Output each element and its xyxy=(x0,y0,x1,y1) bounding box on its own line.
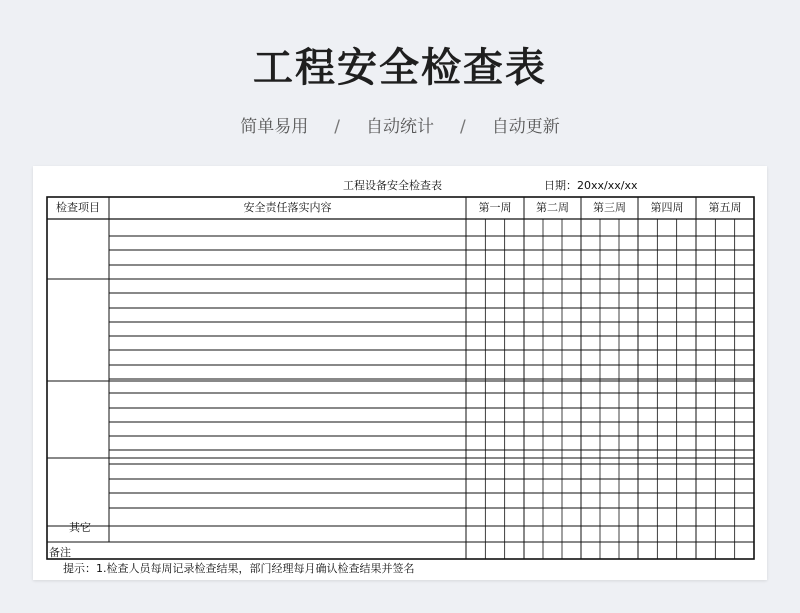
header-week-1: 第一周 xyxy=(478,201,512,214)
page-title: 工程安全检查表 xyxy=(253,45,547,91)
row-label-other: 其它 xyxy=(69,521,91,534)
row-label-remark: 备注 xyxy=(49,546,71,559)
subtitle xyxy=(0,112,800,137)
header-week-5: 第五周 xyxy=(708,201,742,214)
header-inspection-item: 检查项目 xyxy=(56,201,100,214)
subtitle-item: 自动更新 xyxy=(491,117,560,137)
footer-tip: 提示：1.检查人员每周记录检查结果，部门经理每月确认检查结果并签名 xyxy=(63,562,415,575)
header-week-3: 第三周 xyxy=(593,201,626,214)
header-week-2: 第二周 xyxy=(536,201,569,214)
subtitle-separator: / xyxy=(460,117,466,137)
subtitle-item: 自动统计 xyxy=(366,117,434,137)
inspection-table-grid xyxy=(33,166,767,580)
inspection-sheet xyxy=(33,166,767,580)
subtitle-separator: / xyxy=(334,117,340,137)
sheet-date: 日期：20xx/xx/xx xyxy=(544,179,638,192)
table-border xyxy=(47,197,754,559)
sheet-title: 工程设备安全检查表 xyxy=(343,179,442,192)
subtitle-item: 简单易用 xyxy=(240,117,309,137)
header-content: 安全责任落实内容 xyxy=(243,201,332,214)
header-week-4: 第四周 xyxy=(650,201,684,214)
